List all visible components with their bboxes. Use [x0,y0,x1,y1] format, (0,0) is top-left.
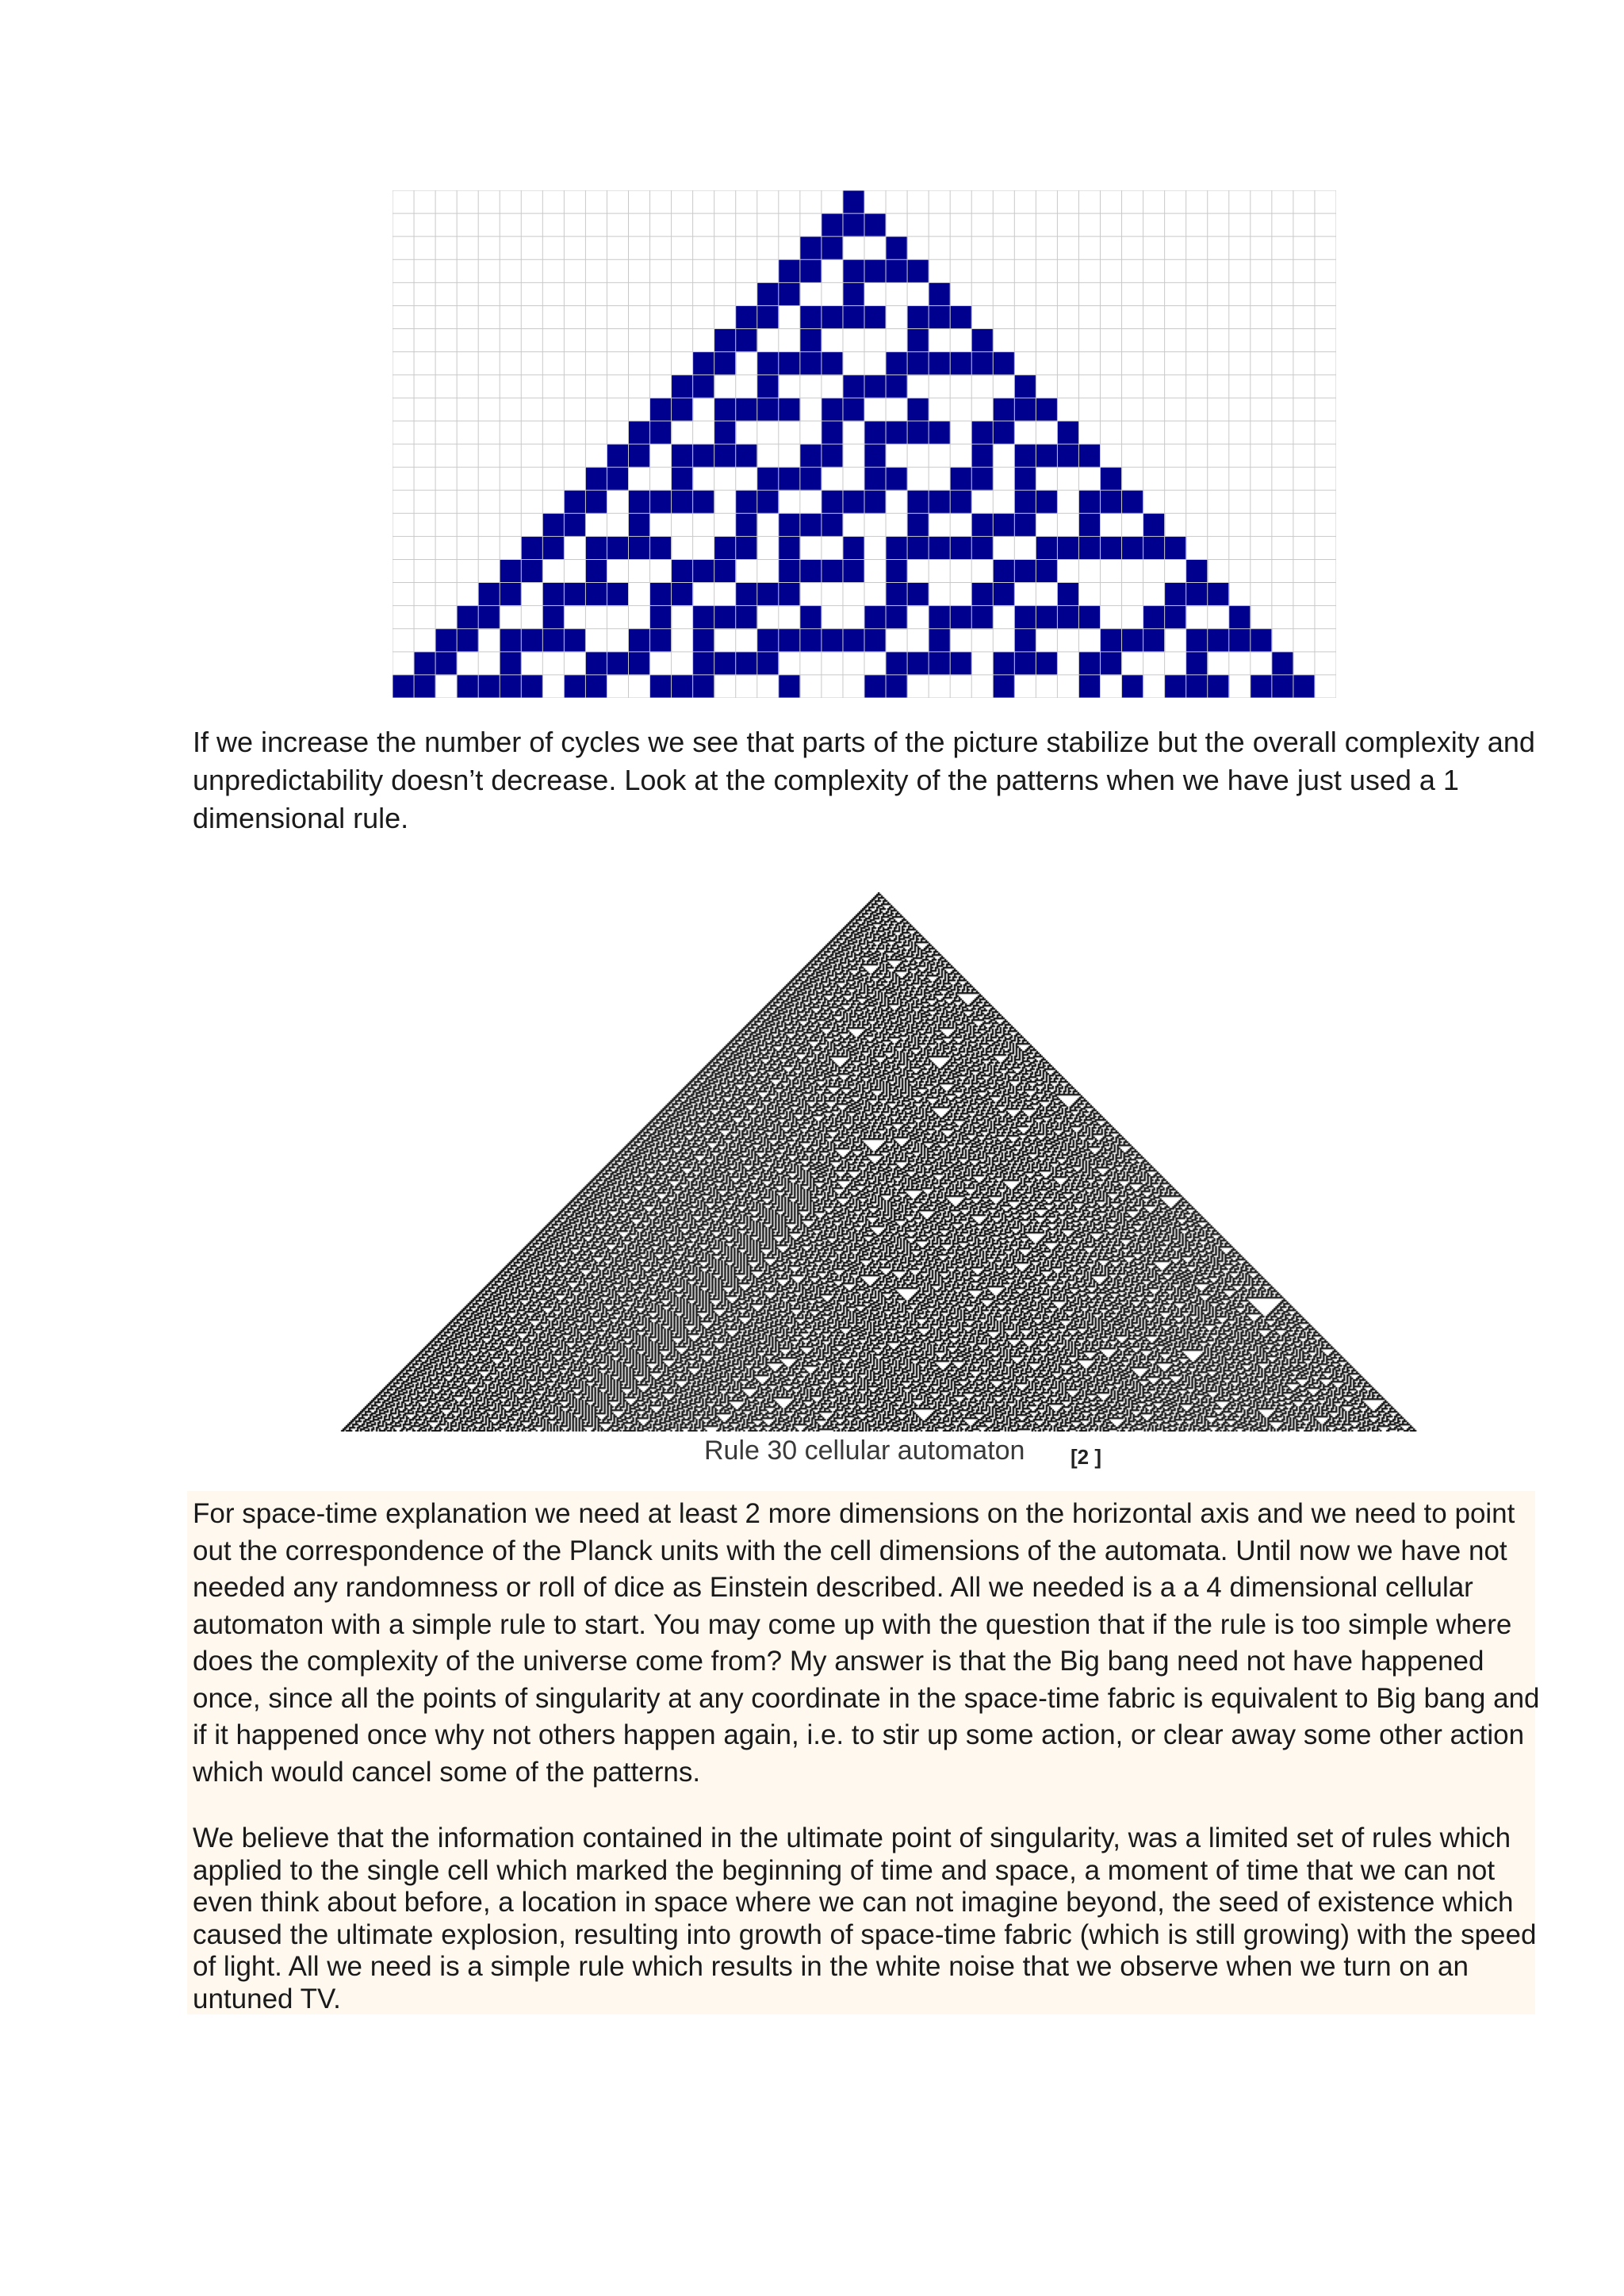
automaton-cell [714,352,737,376]
automaton-cell [886,375,908,399]
automaton-cell [1036,559,1058,583]
automaton-cell [886,352,908,376]
automaton-cell [1143,606,1166,630]
automaton-cell [779,513,801,537]
automaton-cell [714,398,737,422]
automaton-cell [693,490,715,514]
automaton-cell [1186,559,1208,583]
automaton-cell [564,583,586,607]
figure-caption: Rule 30 cellular automaton [704,1435,1025,1466]
automaton-cell [800,236,822,260]
automaton-cell [993,652,1015,676]
automaton-cell [414,675,436,698]
automaton-cell [1014,513,1036,537]
automaton-cell [693,606,715,630]
automaton-cell [864,629,887,653]
automaton-cell [929,536,951,560]
automaton-cell [1014,490,1036,514]
automaton-cell [1057,583,1079,607]
automaton-cell [993,513,1015,537]
automaton-cell [929,282,951,306]
automaton-cell [886,559,908,583]
automaton-cell [500,559,522,583]
automaton-cell [714,329,737,353]
automaton-cell [736,536,758,560]
automaton-cell [1057,606,1079,630]
automaton-cell [822,421,844,445]
automaton-cell [1101,536,1123,560]
automaton-cell [585,675,607,698]
automaton-cell [1036,444,1058,468]
automaton-cell [607,444,629,468]
automaton-cell [1186,675,1208,698]
automaton-cell [993,583,1015,607]
automaton-cell [1101,629,1123,653]
automaton-cell [650,536,672,560]
automaton-cell [1143,536,1166,560]
automaton-cell [1014,375,1036,399]
automaton-cell [950,467,972,491]
rule-30-large-triangle-figure [339,892,1418,1432]
automaton-cell [500,675,522,698]
automaton-cell [864,490,887,514]
automaton-cell [993,352,1015,376]
automaton-cell [1165,536,1187,560]
automaton-cell [564,490,586,514]
automaton-cell [1036,536,1058,560]
automaton-cell [629,421,651,445]
automaton-cell [629,490,651,514]
automaton-cell [907,259,929,283]
automaton-cell [435,652,458,676]
automaton-cell [736,513,758,537]
automaton-cell [1014,606,1036,630]
automaton-cell [693,559,715,583]
automaton-cell [971,583,994,607]
automaton-cell [800,444,822,468]
reference-marker: [2 ] [1071,1445,1101,1469]
automaton-cell [1014,629,1036,653]
automaton-cell [1186,652,1208,676]
automaton-cell [950,652,972,676]
automaton-cell [1057,421,1079,445]
automaton-cell [971,421,994,445]
automaton-cell [736,305,758,329]
paragraph-cycles: If we increase the number of cycles we see that parts of the picture stabilize but the overall complexity and unpredictability doesn’t decrease. Look at the complexity of the patterns when we have just used a 1 dimensional rule. [193,726,1535,834]
automaton-cell [714,652,737,676]
automaton-cell [864,421,887,445]
automaton-cell [993,398,1015,422]
automaton-cell [1036,490,1058,514]
automaton-cell [779,559,801,583]
automaton-cell [1014,559,1036,583]
automaton-cell [800,305,822,329]
automaton-cell [693,375,715,399]
automaton-cell [736,606,758,630]
automaton-cell [1293,675,1316,698]
automaton-cell [457,675,479,698]
automaton-cell [650,675,672,698]
automaton-cell [907,536,929,560]
automaton-cell [736,490,758,514]
automaton-cell [1165,606,1187,630]
automaton-cell [886,606,908,630]
automaton-cell [1143,513,1166,537]
automaton-cell [693,675,715,698]
automaton-cell [800,629,822,653]
automaton-cell [629,513,651,537]
automaton-cell [1101,490,1123,514]
automaton-cell [843,305,865,329]
automaton-cell [650,490,672,514]
automaton-cell [714,444,737,468]
automaton-cell [672,375,694,399]
automaton-cell [843,282,865,306]
automaton-cell [907,490,929,514]
automaton-cell [843,213,865,237]
automaton-cell [886,675,908,698]
automaton-cell [907,329,929,353]
automaton-cell [1057,444,1079,468]
automaton-cell [800,559,822,583]
automaton-cell [929,629,951,653]
automaton-cell [500,583,522,607]
automaton-cell [1036,398,1058,422]
automaton-cell [1078,444,1101,468]
automaton-cell [542,513,565,537]
automaton-cell [1101,652,1123,676]
automaton-cell [822,305,844,329]
automaton-cell [629,629,651,653]
automaton-cell [629,536,651,560]
automaton-cell [886,467,908,491]
automaton-cell [1078,675,1101,698]
automaton-cell [886,236,908,260]
automaton-cell [672,444,694,468]
automaton-cell [1078,536,1101,560]
automaton-cell [1078,490,1101,514]
automaton-cell [564,513,586,537]
automaton-cell [1078,513,1101,537]
automaton-cell [907,352,929,376]
automaton-cell [800,329,822,353]
automaton-cell [457,629,479,653]
automaton-cell [1122,629,1144,653]
automaton-cell [886,652,908,676]
automaton-cell [886,421,908,445]
automaton-cell [929,652,951,676]
automaton-cell [393,675,415,698]
automaton-cell [843,536,865,560]
automaton-cell [650,398,672,422]
automaton-cell [843,629,865,653]
rule-30-grid-figure [393,190,1336,698]
automaton-cell [886,259,908,283]
automaton-cell [907,305,929,329]
automaton-cell [736,398,758,422]
automaton-cell [800,513,822,537]
automaton-cell [971,352,994,376]
automaton-cell [800,606,822,630]
automaton-cell [929,305,951,329]
automaton-cell [736,652,758,676]
automaton-cell [650,421,672,445]
automaton-cell [757,282,779,306]
automaton-cell [1014,467,1036,491]
automaton-cell [822,513,844,537]
automaton-cell [843,190,865,214]
automaton-cell [822,398,844,422]
automaton-cell [1186,583,1208,607]
automaton-cell [800,467,822,491]
automaton-cell [843,398,865,422]
automaton-cell [478,606,500,630]
automaton-cell [1186,629,1208,653]
automaton-cell [1122,536,1144,560]
automaton-cell [693,652,715,676]
automaton-cell [585,583,607,607]
automaton-cell [864,675,887,698]
automaton-cell [1014,444,1036,468]
automaton-cell [971,329,994,353]
automaton-cell [950,490,972,514]
automaton-cell [1251,675,1273,698]
automaton-cell [714,559,737,583]
automaton-cell [414,652,436,676]
grid-lines [393,190,1336,698]
paragraph-space-time: For space-time explanation we need at least 2 more dimensions on the horizontal axis and we need to point out the correspondence of the Planck units with the cell dimensions of the automata. Until now we have not needed any randomness or roll of dice as Einstein described. All we needed is a a 4 dimensional cellular automaton with a simple rule to start. You may come up with the question that if the rule is too simple where does the complexity of the universe come from? My answer is that the Big bang need not have happened once, since all the points of singularity at any coordinate in the space-time fabric is equivalent to Big bang and if it happened once why not others happen again, i.e. to stir up some action, or clear away some other action which would cancel some of the patterns. [193,1498,1540,1788]
automaton-cell [1122,675,1144,698]
automaton-cell [500,652,522,676]
automaton-cell [435,629,458,653]
automaton-cell [1165,583,1187,607]
automaton-cell [521,536,543,560]
automaton-cell [950,536,972,560]
automaton-cell [607,536,629,560]
automaton-cell [564,675,586,698]
automaton-cell [607,583,629,607]
automaton-cell [843,559,865,583]
automaton-cell [971,467,994,491]
automaton-cell [822,629,844,653]
automaton-cell [564,629,586,653]
automaton-cell [907,652,929,676]
automaton-cell [1101,467,1123,491]
automaton-cell [950,606,972,630]
automaton-cell [822,236,844,260]
automaton-cell [757,398,779,422]
automaton-cell [736,329,758,353]
automaton-cell [800,352,822,376]
automaton-cell [822,213,844,237]
automaton-cell [1208,629,1230,653]
automaton-cell [800,259,822,283]
automaton-cell [779,352,801,376]
automaton-cell [779,536,801,560]
automaton-cell [1014,652,1036,676]
automaton-cell [779,259,801,283]
automaton-cell [693,352,715,376]
automaton-cell [864,444,887,468]
automaton-cell [929,352,951,376]
automaton-cell [585,559,607,583]
automaton-cell [650,583,672,607]
automaton-cell [500,629,522,653]
automaton-cell [843,259,865,283]
automaton-cell [864,375,887,399]
automaton-cell [672,467,694,491]
automaton-cell [929,606,951,630]
automaton-cell [1165,675,1187,698]
automaton-cell [1208,583,1230,607]
automaton-cell [864,467,887,491]
automaton-cell [672,675,694,698]
automaton-cell [542,629,565,653]
automaton-cell [843,490,865,514]
automaton-cell [478,583,500,607]
automaton-cell [950,352,972,376]
automaton-cell [886,583,908,607]
automaton-cell [864,606,887,630]
automaton-cell [1272,652,1294,676]
automaton-cell [843,375,865,399]
automaton-cell [971,536,994,560]
automaton-cell [1229,606,1251,630]
automaton-cell [629,652,651,676]
automaton-cell [886,536,908,560]
automaton-cell [607,467,629,491]
automaton-cell [971,513,994,537]
automaton-cell [822,352,844,376]
automaton-cell [1014,398,1036,422]
automaton-cell [693,444,715,468]
automaton-cell [1229,629,1251,653]
automaton-cell [757,583,779,607]
automaton-cell [757,490,779,514]
automaton-cell [542,606,565,630]
automaton-cell [822,490,844,514]
automaton-cell [993,421,1015,445]
automaton-cell [1251,629,1273,653]
automaton-cell [864,259,887,283]
automaton-cell [864,305,887,329]
automaton-cell [1057,536,1079,560]
automaton-cell [585,652,607,676]
automaton-cell [907,583,929,607]
automaton-cell [1272,675,1294,698]
automaton-cell [714,536,737,560]
automaton-cell [929,490,951,514]
automaton-cell [672,398,694,422]
automaton-cell [1078,606,1101,630]
automaton-cell [971,606,994,630]
automaton-cell [736,583,758,607]
automaton-cell [757,375,779,399]
automaton-cell [650,629,672,653]
automaton-cell [1208,675,1230,698]
automaton-cell [757,467,779,491]
automaton-cell [757,652,779,676]
automaton-cell [1036,606,1058,630]
automaton-cell [736,444,758,468]
automaton-cell [478,675,500,698]
automaton-cell [929,421,951,445]
automaton-cell [585,536,607,560]
automaton-cell [542,583,565,607]
automaton-cell [542,536,565,560]
automaton-cell [714,606,737,630]
automaton-cell [779,629,801,653]
automaton-cell [907,513,929,537]
automaton-cell [714,421,737,445]
automaton-cell [779,467,801,491]
automaton-cell [1078,652,1101,676]
automaton-cell [585,467,607,491]
automaton-cell [521,629,543,653]
automaton-cell [521,559,543,583]
automaton-cell [822,444,844,468]
automaton-cell [950,305,972,329]
automaton-cell [757,352,779,376]
automaton-cell [1036,652,1058,676]
automaton-cell [1122,490,1144,514]
automaton-cell [672,559,694,583]
automaton-cell [757,629,779,653]
automaton-cell [457,606,479,630]
automaton-cell [650,606,672,630]
automaton-cell [971,444,994,468]
automaton-cell [993,675,1015,698]
automaton-cell [993,559,1015,583]
automaton-cell [757,305,779,329]
automaton-cell [693,629,715,653]
automaton-cell [822,559,844,583]
automaton-cell [629,444,651,468]
automaton-cell [521,675,543,698]
automaton-cell [672,583,694,607]
automaton-cell [779,282,801,306]
automaton-cell [779,675,801,698]
automaton-cell [585,490,607,514]
automaton-cell [779,583,801,607]
automaton-cell [607,652,629,676]
automaton-cell [672,490,694,514]
automaton-cell [907,421,929,445]
automaton-cell [779,398,801,422]
paragraph-singularity: We believe that the information contained in the ultimate point of singularity, was a limited set of rules which applied to the single cell which marked the beginning of time and space, a moment of time that we can not even think about before, a location in space where we can not imagine beyond, the seed of existence which caused the ultimate explosion, resulting into growth of space-time fabric (which is still growing) with the speed of light. All we need is a simple rule which results in the white noise that we observe when we turn on an untuned TV. [193,1823,1537,2014]
automaton-cell [864,213,887,237]
automaton-cell [907,398,929,422]
automaton-cell [1143,629,1166,653]
